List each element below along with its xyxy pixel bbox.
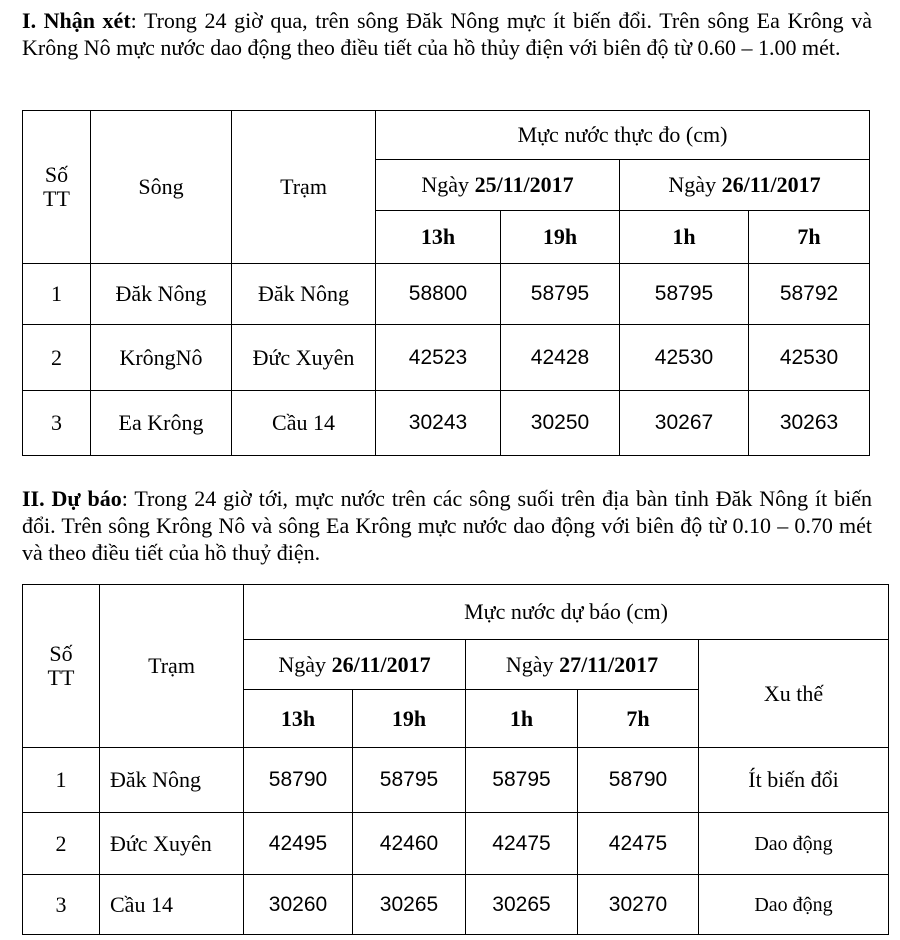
header-hour: 19h bbox=[353, 690, 466, 748]
cell-stt: 2 bbox=[23, 813, 100, 875]
cell-value: 30270 bbox=[578, 875, 699, 935]
cell-value: 30243 bbox=[376, 391, 501, 456]
cell-value: 42523 bbox=[376, 325, 501, 391]
header-hour: 7h bbox=[749, 211, 870, 264]
cell-value: 30265 bbox=[353, 875, 466, 935]
cell-value: 58792 bbox=[749, 264, 870, 325]
cell-value: 42475 bbox=[466, 813, 578, 875]
header-date2: Ngày 26/11/2017 bbox=[620, 160, 870, 211]
cell-trend: Ít biến đổi bbox=[699, 748, 889, 813]
cell-value: 42530 bbox=[749, 325, 870, 391]
cell-value: 30263 bbox=[749, 391, 870, 456]
section1-heading: . Nhận xét bbox=[30, 8, 131, 33]
section1-text: : Trong 24 giờ qua, trên sông Đăk Nông mực ít biến đổi. Trên sông Ea Krông và Krông Nô mực nước dao động theo điều tiết của hồ thủy điện với biên độ từ 0.60 – 1.00 mét. bbox=[22, 8, 872, 60]
header-date2: Ngày 27/11/2017 bbox=[466, 640, 699, 690]
table-row bbox=[23, 391, 870, 456]
header-stt: Số TT bbox=[23, 585, 100, 748]
cell-value: 30267 bbox=[620, 391, 749, 456]
cell-value: 58795 bbox=[466, 748, 578, 813]
cell-tram: Cầu 14 bbox=[100, 875, 244, 935]
cell-value: 30250 bbox=[501, 391, 620, 456]
header-song: Sông bbox=[91, 111, 232, 264]
cell-song: Ea Krông bbox=[91, 391, 232, 456]
header-group-title: Mực nước dự báo (cm) bbox=[244, 585, 889, 640]
header-hour: 19h bbox=[501, 211, 620, 264]
cell-value: 42428 bbox=[501, 325, 620, 391]
header-hour: 13h bbox=[376, 211, 501, 264]
cell-value: 30265 bbox=[466, 875, 578, 935]
table-row bbox=[23, 264, 870, 325]
header-tram: Trạm bbox=[100, 585, 244, 748]
cell-value: 30260 bbox=[244, 875, 353, 935]
header-hour: 13h bbox=[244, 690, 353, 748]
section1-heading-num: I bbox=[22, 8, 31, 33]
table-row bbox=[23, 813, 889, 875]
observed-water-level-table bbox=[22, 110, 870, 456]
cell-song: KrôngNô bbox=[91, 325, 232, 391]
table-row bbox=[23, 325, 870, 391]
header-date1: Ngày 26/11/2017 bbox=[244, 640, 466, 690]
cell-trend: Dao động bbox=[699, 875, 889, 935]
section2-text: : Trong 24 giờ tới, mực nước trên các sông suối trên địa bàn tỉnh Đăk Nông ít biến đổi. Trên sông Krông Nô và sông Ea Krông mực nước dao động với biên độ từ 0.10 – 0.70 mét và theo điều tiết của hồ thuỷ điện. bbox=[22, 486, 872, 565]
cell-value: 58790 bbox=[578, 748, 699, 813]
cell-stt: 2 bbox=[23, 325, 91, 391]
cell-value: 58795 bbox=[620, 264, 749, 325]
cell-value: 42530 bbox=[620, 325, 749, 391]
cell-stt: 1 bbox=[23, 264, 91, 325]
section2-paragraph bbox=[22, 485, 872, 566]
table-row bbox=[23, 875, 889, 935]
cell-song: Đăk Nông bbox=[91, 264, 232, 325]
cell-value: 58795 bbox=[501, 264, 620, 325]
header-stt: Số TT bbox=[23, 111, 91, 264]
header-trend: Xu thế bbox=[699, 640, 889, 748]
cell-tram: Đức Xuyên bbox=[232, 325, 376, 391]
cell-stt: 1 bbox=[23, 748, 100, 813]
header-tram: Trạm bbox=[232, 111, 376, 264]
cell-value: 58800 bbox=[376, 264, 501, 325]
forecast-water-level-table bbox=[22, 584, 889, 935]
header-group-title: Mực nước thực đo (cm) bbox=[376, 111, 870, 160]
header-hour: 7h bbox=[578, 690, 699, 748]
header-date1: Ngày 25/11/2017 bbox=[376, 160, 620, 211]
cell-stt: 3 bbox=[23, 391, 91, 456]
section2-heading: II. Dự báo bbox=[22, 486, 122, 511]
section1-paragraph bbox=[22, 7, 872, 61]
cell-trend: Dao động bbox=[699, 813, 889, 875]
cell-value: 42475 bbox=[578, 813, 699, 875]
cell-value: 58790 bbox=[244, 748, 353, 813]
header-hour: 1h bbox=[466, 690, 578, 748]
table-row bbox=[23, 748, 889, 813]
cell-tram: Cầu 14 bbox=[232, 391, 376, 456]
cell-stt: 3 bbox=[23, 875, 100, 935]
cell-value: 42460 bbox=[353, 813, 466, 875]
cell-tram: Đăk Nông bbox=[100, 748, 244, 813]
cell-tram: Đăk Nông bbox=[232, 264, 376, 325]
header-hour: 1h bbox=[620, 211, 749, 264]
cell-value: 42495 bbox=[244, 813, 353, 875]
cell-value: 58795 bbox=[353, 748, 466, 813]
cell-tram: Đức Xuyên bbox=[100, 813, 244, 875]
